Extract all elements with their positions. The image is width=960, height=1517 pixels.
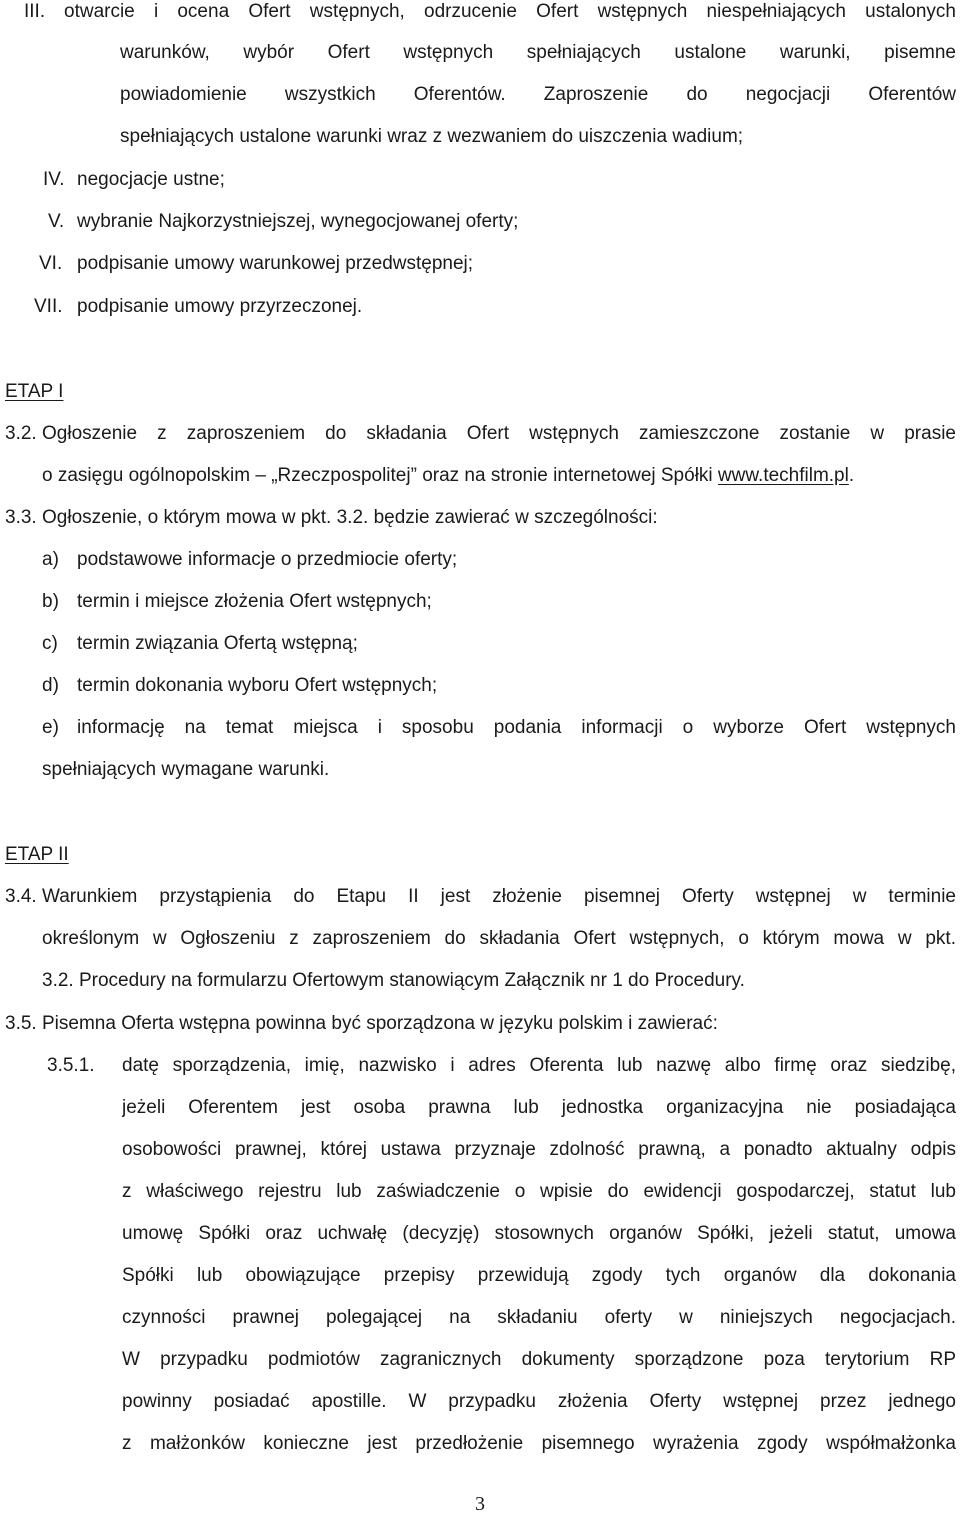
list-marker: a) <box>42 549 59 570</box>
list-item-text: podpisanie umowy przyrzeczonej. <box>77 296 363 317</box>
paragraph-text: powinny posiadać apostille. W przypadku złożenia Oferty wstępnej przez jednego <box>122 1391 956 1412</box>
paragraph-text: jeżeli Oferentem jest osoba prawna lub jednostka organizacyjna nie posiadająca <box>122 1097 956 1118</box>
list-marker: VII. <box>34 296 63 317</box>
paragraph-number: 3.5. <box>5 1013 37 1034</box>
paragraph-text: z właściwego rejestru lub zaświadczenie o wpisie do ewidencji gospodarczej, statut lub <box>122 1181 956 1202</box>
list-item-text: informację na temat miejsca i sposobu podania informacji o wyborze Ofert wstępnych <box>77 717 956 738</box>
list-item-text: spełniających wymagane warunki. <box>42 759 330 780</box>
list-marker: b) <box>42 591 59 612</box>
list-item-text: termin i miejsce złożenia Ofert wstępnych; <box>77 591 432 612</box>
list-marker: VI. <box>39 253 63 274</box>
paragraph-number: 3.5.1. <box>47 1055 95 1076</box>
paragraph-text: czynności prawnej polegającej na składaniu oferty w niniejszych negocjacjach. <box>122 1307 956 1328</box>
page-number: 3 <box>475 1493 485 1515</box>
list-item-text: podpisanie umowy warunkowej przedwstępnej; <box>77 253 474 274</box>
paragraph-text: Ogłoszenie z zaproszeniem do składania Ofert wstępnych zamieszczone zostanie w prasie <box>42 423 956 444</box>
list-marker: III. <box>24 1 46 22</box>
paragraph-text: Ogłoszenie, o którym mowa w pkt. 3.2. będzie zawierać w szczególności: <box>42 507 658 528</box>
section-heading-etap-2: ETAP II <box>5 844 69 865</box>
paragraph-text: z małżonków konieczne jest przedłożenie pisemnego wyrażenia zgody współmałżonka <box>122 1433 956 1454</box>
paragraph-text: określonym w Ogłoszeniu z zaproszeniem do składania Ofert wstępnych, o którym mowa w pkt. <box>42 928 956 949</box>
list-item-text: otwarcie i ocena Ofert wstępnych, odrzucenie Ofert wstępnych niespełniających ustalonych <box>64 1 956 22</box>
list-marker: IV. <box>43 169 65 190</box>
list-marker: c) <box>42 633 58 654</box>
paragraph-text: osobowości prawnej, której ustawa przyznaje zdolność prawną, a ponadto aktualny odpis <box>122 1139 956 1160</box>
list-item-text: termin dokonania wyboru Ofert wstępnych; <box>77 675 438 696</box>
list-item-text: powiadomienie wszystkich Oferentów. Zaproszenie do negocjacji Oferentów <box>120 84 956 105</box>
list-item-text: podstawowe informacje o przedmiocie oferty; <box>77 549 458 570</box>
paragraph-text: Spółki lub obowiązujące przepisy przewidują zgody tych organów dla dokonania <box>122 1265 956 1286</box>
paragraph-text: W przypadku podmiotów zagranicznych dokumenty sporządzone poza terytorium RP <box>122 1349 956 1370</box>
paragraph-text: umowę Spółki oraz uchwałę (decyzję) stosownych organów Spółki, jeżeli statut, umowa <box>122 1223 956 1244</box>
paragraph-number: 3.4. <box>5 886 37 907</box>
paragraph-text: o zasięgu ogólnopolskim – „Rzeczpospolitej” oraz na stronie internetowej Spółki www.techfilm.pl. <box>42 465 855 486</box>
paragraph-text: 3.2. Procedury na formularzu Ofertowym stanowiącym Załącznik nr 1 do Procedury. <box>42 970 745 991</box>
list-item-text: negocjacje ustne; <box>77 169 225 190</box>
list-marker: e) <box>42 717 59 738</box>
paragraph-text: datę sporządzenia, imię, nazwisko i adres Oferenta lub nazwę albo firmę oraz siedzibę, <box>122 1055 956 1076</box>
paragraph-number: 3.2. <box>5 423 37 444</box>
list-item-text: termin związania Ofertą wstępną; <box>77 633 358 654</box>
list-marker: d) <box>42 675 59 696</box>
list-marker: V. <box>48 211 65 232</box>
website-link[interactable]: www.techfilm.pl <box>717 465 849 486</box>
list-item-text: spełniających ustalone warunki wraz z wezwaniem do uiszczenia wadium; <box>120 126 744 147</box>
section-heading-etap-1: ETAP I <box>5 381 64 402</box>
paragraph-text: Pisemna Oferta wstępna powinna być sporządzona w języku polskim i zawierać: <box>42 1013 718 1034</box>
list-item-text: wybranie Najkorzystniejszej, wynegocjowanej oferty; <box>77 211 519 232</box>
paragraph-number: 3.3. <box>5 507 37 528</box>
list-item-text: warunków, wybór Ofert wstępnych spełniających ustalone warunki, pisemne <box>120 42 956 63</box>
paragraph-text: Warunkiem przystąpienia do Etapu II jest złożenie pisemnej Oferty wstępnej w terminie <box>42 886 956 907</box>
